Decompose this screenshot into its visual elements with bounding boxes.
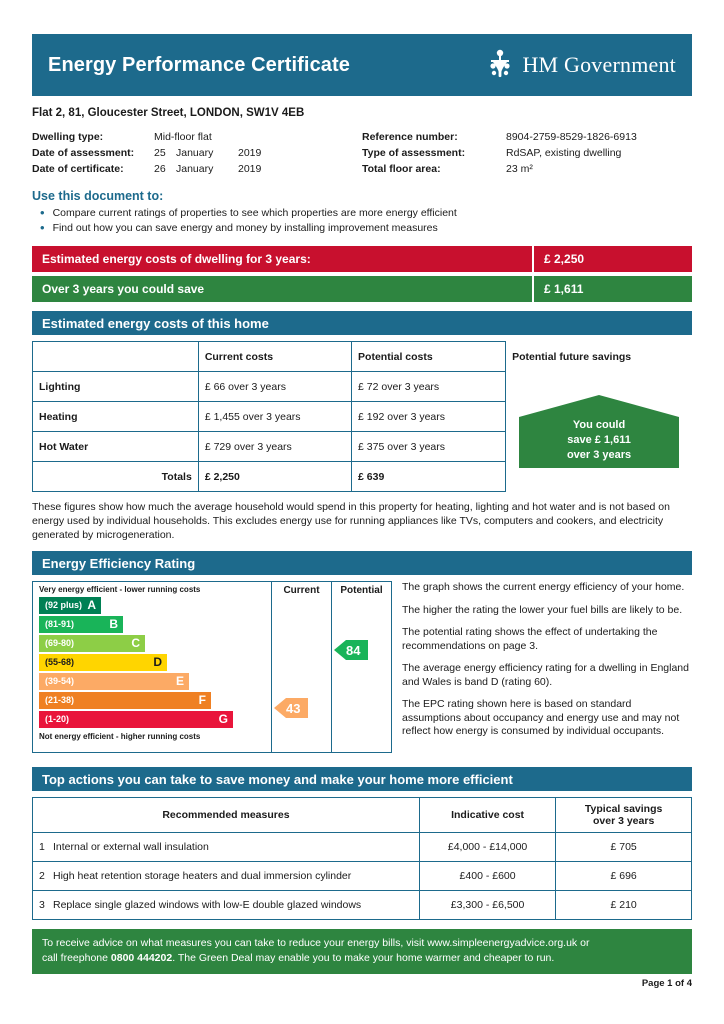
- measure-text: Internal or external wall insulation: [53, 841, 209, 853]
- eer-paragraph: The higher the rating the lower your fuel bills are likely to be.: [402, 603, 683, 616]
- band-e-letter: E: [175, 674, 184, 688]
- measure-savings-3: £ 210: [556, 891, 692, 920]
- col-recommended-measures: Recommended measures: [33, 798, 420, 833]
- table-row: [33, 372, 693, 402]
- totals-current: £ 2,250: [198, 462, 351, 492]
- band-g-letter: G: [218, 712, 228, 726]
- date-of-certificate-value: [154, 161, 261, 177]
- page-title: Energy Performance Certificate: [48, 53, 351, 76]
- advice-text-3: call freephone: [42, 952, 111, 964]
- actions-banner: Top actions you can take to save money and make your home more efficient: [32, 767, 692, 791]
- savings-arrow: [519, 395, 679, 468]
- date-of-assessment-value: [154, 145, 261, 161]
- col-potential-costs: Potential costs: [352, 342, 506, 372]
- band-f: [39, 692, 211, 709]
- eer-current-column: [271, 582, 331, 752]
- measure-cost-2: £400 - £600: [419, 862, 555, 891]
- eer-caption-bottom: Not energy efficient - higher running costs: [39, 732, 201, 741]
- use-document-item-text: Find out how you can save energy and money by installing improvement measures: [52, 222, 438, 234]
- potential-rating-pointer: [334, 640, 368, 660]
- estimated-costs-label: Estimated energy costs of dwelling for 3 years:: [42, 252, 311, 266]
- eer-potential-header: Potential: [340, 585, 383, 596]
- measure-text: Replace single glazed windows with low-E double glazed windows: [53, 899, 362, 911]
- details-right-column: [362, 129, 692, 177]
- band-e-range: (39-54): [45, 676, 75, 686]
- bullet-icon: •: [40, 220, 45, 235]
- totals-potential: £ 639: [352, 462, 506, 492]
- advice-banner: [32, 929, 692, 974]
- band-f-letter: F: [198, 693, 206, 707]
- typical-savings-line2: over 3 years: [592, 815, 655, 827]
- current-rating-pointer: [274, 698, 308, 718]
- col-blank: [33, 342, 199, 372]
- advice-text-1: To receive advice on what measures you can take to reduce your energy bills, visit: [42, 937, 428, 949]
- type-of-assessment-label: Type of assessment:: [362, 147, 466, 159]
- typical-savings-line1: Typical savings: [584, 803, 663, 815]
- property-address: Flat 2, 81, Gloucester Street, LONDON, SW1V 4EB: [32, 107, 305, 119]
- property-details: [32, 129, 692, 177]
- row-label-lighting: Lighting: [33, 372, 199, 402]
- band-b-letter: B: [109, 617, 118, 631]
- band-b: [39, 616, 123, 633]
- band-a: [39, 597, 101, 614]
- measure-savings-1: £ 705: [556, 833, 692, 862]
- row-label-heating: Heating: [33, 402, 199, 432]
- measure-savings-2: £ 696: [556, 862, 692, 891]
- assessment-day: 25: [154, 147, 166, 159]
- recommended-measures-table: [32, 797, 692, 920]
- band-f-range: (21-38): [45, 695, 75, 705]
- lighting-potential: £ 72 over 3 years: [352, 372, 506, 402]
- assessment-year: 2019: [238, 147, 262, 159]
- eer-paragraph: The EPC rating shown here is based on standard assumptions about occupancy and energy use and may not reflect how energy is consumed by individual occupants.: [402, 698, 680, 737]
- band-b-range: (81-91): [45, 619, 75, 629]
- epc-document: [32, 0, 692, 974]
- savings-line-3: over 3 years: [566, 449, 632, 461]
- costs-section-banner: Estimated energy costs of this home: [32, 311, 692, 335]
- details-right-values: [506, 129, 637, 177]
- lighting-current: £ 66 over 3 years: [198, 372, 351, 402]
- eer-current-header: Current: [283, 585, 320, 596]
- eer-potential-column: [331, 582, 391, 752]
- potential-savings-value: £ 1,611: [532, 276, 692, 302]
- savings-line-1: You could: [572, 419, 626, 431]
- use-document-title: Use this document to:: [32, 189, 164, 203]
- potential-savings-label: Over 3 years you could save: [42, 282, 205, 296]
- measure-row-3: [33, 891, 420, 920]
- savings-arrow-text: [519, 417, 679, 468]
- eer-paragraph: The graph shows the current energy efficiency of your home.: [402, 581, 685, 593]
- measure-cost-3: £3,300 - £6,500: [419, 891, 555, 920]
- use-document-list: [32, 206, 692, 236]
- reference-number-label: Reference number:: [362, 131, 458, 143]
- band-c-range: (69-80): [45, 638, 75, 648]
- document-header: [32, 34, 692, 96]
- eer-rating-columns: [271, 582, 391, 752]
- estimated-costs-value: £ 2,250: [532, 246, 692, 272]
- savings-line-2: save £ 1,611: [567, 434, 631, 446]
- band-g-range: (1-20): [45, 714, 70, 724]
- hot-water-current: £ 729 over 3 years: [198, 432, 351, 462]
- dwelling-type-label: Dwelling type:: [32, 131, 104, 143]
- eer-explanation: [392, 581, 692, 753]
- table-header-row: [33, 342, 693, 372]
- table-header-row: [33, 798, 692, 833]
- col-typical-savings: [556, 798, 692, 833]
- band-c-letter: C: [131, 636, 140, 650]
- band-d-range: (55-68): [45, 657, 75, 667]
- row-label-hot-water: Hot Water: [33, 432, 199, 462]
- measure-text: High heat retention storage heaters and dual immersion cylinder: [53, 870, 352, 882]
- table-row: [33, 862, 692, 891]
- page-number: Page 1 of 4: [641, 978, 692, 989]
- heating-current: £ 1,455 over 3 years: [198, 402, 351, 432]
- potential-savings-bar: [32, 276, 692, 302]
- arrow-up-icon: [519, 395, 679, 417]
- hm-government-logo: [485, 48, 676, 82]
- band-a-letter: A: [87, 598, 96, 612]
- current-rating-value: 43: [286, 698, 308, 718]
- measure-row-2: [33, 862, 420, 891]
- col-indicative-cost: Indicative cost: [419, 798, 555, 833]
- eer-paragraph: The potential rating shows the effect of undertaking the recommendations on page 3.: [402, 626, 658, 652]
- estimated-costs-bar: [32, 246, 692, 272]
- list-item: [32, 221, 692, 236]
- band-a-range: (92 plus): [45, 600, 83, 610]
- date-of-assessment-label: Date of assessment:: [32, 147, 135, 159]
- reference-number-value: 8904-2759-8529-1826-6913: [506, 131, 637, 143]
- measure-number: 2: [39, 870, 45, 882]
- bullet-icon: •: [40, 205, 45, 220]
- total-floor-area-value: 23 m²: [506, 163, 533, 175]
- certificate-day: 26: [154, 163, 166, 175]
- advice-text-2: or: [577, 937, 590, 949]
- eer-caption-top: Very energy efficient - lower running costs: [39, 585, 201, 594]
- measure-number: 1: [39, 841, 45, 853]
- total-floor-area-label: Total floor area:: [362, 163, 441, 175]
- band-d: [39, 654, 167, 671]
- details-right-labels: [362, 129, 506, 177]
- details-left-labels: [32, 129, 154, 177]
- eer-chart: [32, 581, 392, 753]
- list-item: [32, 206, 692, 221]
- energy-costs-table: [32, 341, 692, 492]
- band-c: [39, 635, 145, 652]
- certificate-year: 2019: [238, 163, 262, 175]
- heating-potential: £ 192 over 3 years: [352, 402, 506, 432]
- royal-crest-icon: [485, 48, 515, 82]
- table-row: [33, 891, 692, 920]
- details-left-values: [154, 129, 261, 177]
- table-row: [33, 833, 692, 862]
- eer-paragraph: The average energy efficiency rating for a dwelling in England and Wales is band D (rating 60).: [402, 662, 689, 688]
- totals-label: Totals: [33, 462, 199, 492]
- dwelling-type-value: Mid-floor flat: [154, 131, 212, 143]
- gov-wordmark: HM Government: [522, 52, 676, 77]
- costs-note: These figures show how much the average household would spend in this property for heating, lighting and hot water and is not based on energy used by individual households. This excludes energy use for running appliances like TVs, computers and cookers, and electricity generated by microgeneration.: [32, 501, 670, 541]
- advice-phone: 0800 444202: [110, 952, 173, 964]
- savings-arrow-cell: [506, 372, 692, 492]
- measure-row-1: [33, 833, 420, 862]
- hot-water-potential: £ 375 over 3 years: [352, 432, 506, 462]
- col-current-costs: Current costs: [198, 342, 351, 372]
- type-of-assessment-value: RdSAP, existing dwelling: [506, 147, 622, 159]
- details-left-column: [32, 129, 362, 177]
- band-e: [39, 673, 189, 690]
- potential-rating-value: 84: [346, 640, 368, 660]
- col-potential-savings: Potential future savings: [506, 342, 692, 372]
- use-document-item-text: Compare current ratings of properties to see which properties are more energy efficient: [52, 207, 457, 219]
- advice-text-4: . The Green Deal may enable you to make your home warmer and cheaper to run.: [172, 952, 555, 964]
- advice-link[interactable]: www.simpleenergyadvice.org.uk: [427, 937, 578, 949]
- measure-number: 3: [39, 899, 45, 911]
- band-d-letter: D: [153, 655, 162, 669]
- measure-cost-1: £4,000 - £14,000: [419, 833, 555, 862]
- certificate-month: January: [176, 163, 214, 175]
- date-of-certificate-label: Date of certificate:: [32, 163, 124, 175]
- band-g: [39, 711, 233, 728]
- assessment-month: January: [176, 147, 214, 159]
- eer-banner: Energy Efficiency Rating: [32, 551, 692, 575]
- eer-section: [32, 581, 692, 753]
